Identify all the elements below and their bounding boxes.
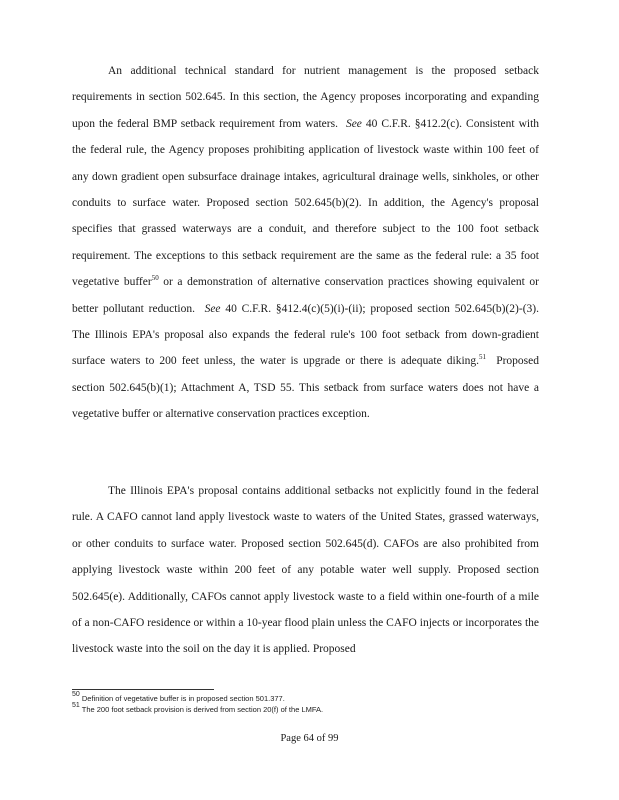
see-signal: See — [204, 302, 221, 315]
paragraph-1-sentence-2: 40 C.F.R. §412.2(c). Consistent with the federal rule, the Agency proposes prohibiting application of livestock waste within 100 feet of any down gradient open subsurface drainage intakes, agricultural drainage wells, sinkholes, or other conduits to surface water. Proposed section 502.645(b)(2). In addition, the Agency's proposal specifies that grassed waterways are a conduit, and therefore subject to the 100 foot setback requirement. The exceptions to this setback requirement are the same as the federal rule: a 35 foot vegetative buffer — [72, 117, 540, 289]
page-number: Page 64 of 99 — [280, 733, 339, 744]
body-paragraph-1 — [72, 58, 539, 428]
footnote-number: 50 — [72, 691, 80, 698]
paragraph-1-sentence-1: An additional technical standard for nutrient management is the proposed setback requirements in section 502.645. In this section, the Agency proposes incorporating and expanding upon the federal BMP setback requirement from waters. — [72, 65, 539, 130]
see-signal: See — [345, 117, 362, 130]
footnote-50 — [72, 693, 539, 704]
paragraph-1-sentence-4: 40 C.F.R. §412.4(c)(5)(i)-(ii); proposed section 502.645(b)(2)-(3). The Illinois EPA's proposal also expands the federal rule's 100 foot setback from down-gradient surface waters to 200 feet unless, the water is upgrade or there is adequate diking. — [72, 302, 540, 368]
footnote-text: The 200 foot setback provision is derived from section 20(f) of the LMFA. — [81, 705, 324, 714]
footnote-51 — [72, 704, 539, 715]
footnotes — [72, 693, 539, 715]
body-paragraph-2 — [72, 478, 539, 663]
paragraph-1-sentence-5: Proposed section 502.645(b)(1); Attachment A, TSD 55. This setback from surface waters does not have a vegetative buffer or alternative conservation practices exception. — [72, 355, 540, 421]
paragraph-1-sentence-3: or a demonstration of alternative conservation practices showing equivalent or better pollutant reduction. — [72, 276, 539, 315]
footnote-reference-51: 51 — [479, 353, 487, 362]
paragraph-2-text: The Illinois EPA's proposal contains additional setbacks not explicitly found in the federal rule. A CAFO cannot land apply livestock waste to waters of the United States, grassed waterways, or other conduits to surface water. Proposed section 502.645(d). CAFOs are also prohibited from applying livestock waste within 200 feet of any potable water well supply. Proposed section 502.645(e). Additionally, CAFOs cannot apply livestock waste to a field within one-fourth of a mile of a non-CAFO residence or within a 10-year flood plain unless the CAFO injects or incorporates the livestock waste into the soil on the day it is applied. Proposed — [72, 485, 539, 656]
footnote-number: 51 — [72, 702, 80, 709]
footnote-text: Definition of vegetative buffer is in proposed section 501.377. — [81, 694, 285, 703]
footnote-divider — [72, 689, 214, 690]
footnote-reference-50: 50 — [151, 274, 159, 283]
